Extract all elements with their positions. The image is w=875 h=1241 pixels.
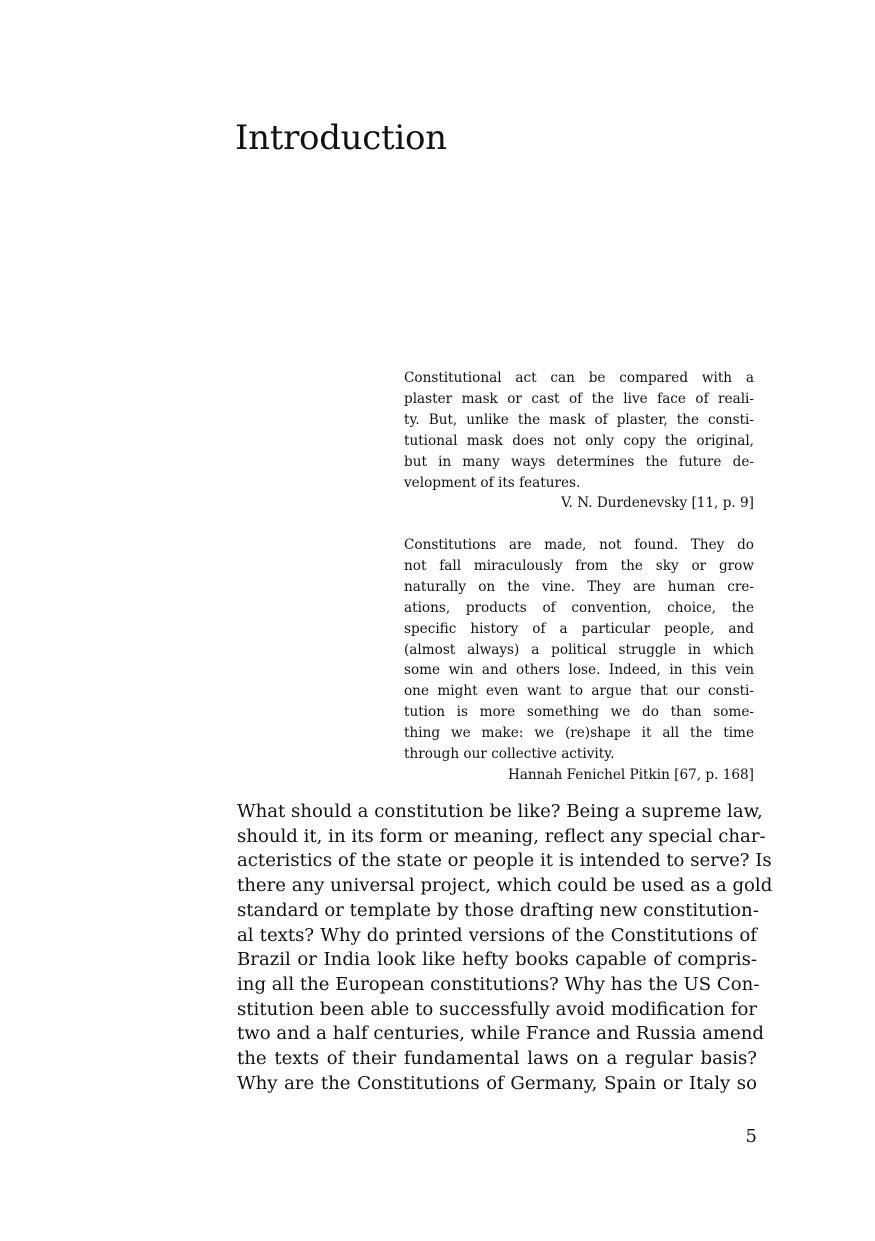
epigraph-line: tution is more something we do than some- [404,704,754,721]
body-line: the texts of their fundamental laws on a regular basis? [237,1048,757,1070]
epigraph-line: specific history of a particular people, and [404,620,754,637]
body-line: al texts? Why do printed versions of the Constitutions of [237,924,757,946]
epigraph-durdenevsky [404,368,754,514]
epigraph-line: Constitutional act can be compared with a [404,370,754,386]
epigraph-attribution: V. N. Durdenevsky [11, p. 9] [561,495,754,512]
epigraph-line: tutional mask does not only copy the original, [404,432,754,449]
body-line: should it, in its form or meaning, reflect any special char- [237,825,766,847]
body-line: two and a half centuries, while France and Russia amend [237,1023,764,1045]
epigraph-line: velopment of its features. [404,474,581,491]
body-line: Why are the Constitutions of Germany, Spain or Italy so [237,1072,757,1094]
epigraph-line: Constitutions are made, not found. They do [404,537,754,553]
epigraph-attribution: Hannah Fenichel Pitkin [67, p. 168] [507,766,754,783]
body-line: What should a constitution be like? Being a supreme law, [237,801,763,822]
epigraph-line: some win and others lose. Indeed, in this vein [404,662,754,679]
body-paragraph [237,800,773,1096]
epigraph-line: not fall miraculously from the sky or grow [404,557,754,574]
body-line: standard or template by those drafting new constitution- [237,899,759,921]
page-number: 5 [745,1126,757,1147]
epigraph-line: but in many ways determines the future de- [404,453,754,470]
epigraph-line: through our collective activity. [404,746,615,763]
epigraph-line: plaster mask or cast of the live face of reali- [404,390,754,407]
epigraph-line: ations, products of convention, choice, the [404,599,754,616]
body-line: there any universal project, which could be used as a gold [237,875,773,897]
epigraph-pitkin [404,535,754,786]
body-line: stitution been able to successfully avoid modification for [237,998,757,1020]
page-title: Introduction [235,118,447,158]
epigraph-line: (almost always) a political struggle in which [404,641,754,658]
epigraph-line: naturally on the vine. They are human cre- [404,578,754,595]
epigraph-line: ty. But, unlike the mask of plaster, the consti- [404,411,754,428]
body-line: acteristics of the state or people it is intended to serve? Is [237,850,772,872]
body-line: ing all the European constitutions? Why has the US Con- [237,973,760,995]
epigraph-line: thing we make: we (re)shape it all the time [404,725,754,742]
body-line: Brazil or India look like hefty books capable of compris- [237,949,757,971]
epigraph-line: one might even want to argue that our consti- [404,683,754,700]
